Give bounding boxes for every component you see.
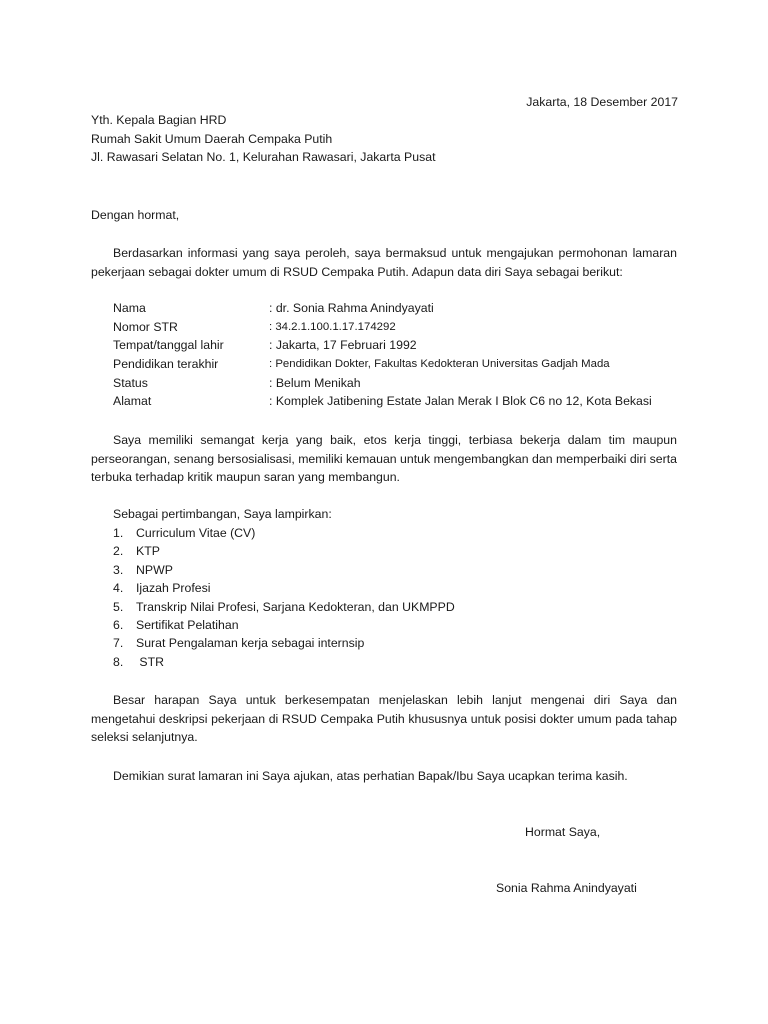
- list-item: [113, 653, 455, 671]
- list-text: Transkrip Nilai Profesi, Sarjana Kedokteran, dan UKMPPD: [136, 599, 455, 614]
- recipient-line: Rumah Sakit Umum Daerah Cempaka Putih: [91, 131, 333, 146]
- data-label: Pendidikan terakhir: [113, 357, 219, 372]
- data-label: Tempat/tanggal lahir: [113, 338, 224, 353]
- list-number: 7.: [113, 636, 124, 651]
- data-label: Nama: [113, 301, 146, 315]
- recipient-address: [91, 111, 435, 167]
- list-text: Sertifikat Pelatihan: [136, 617, 239, 632]
- list-text: NPWP: [136, 562, 173, 577]
- list-number: 6.: [113, 617, 124, 632]
- list-number: 8.: [113, 654, 124, 669]
- list-item: [113, 634, 455, 652]
- data-row: [113, 318, 652, 337]
- recipient-line: Jl. Rawasari Selatan No. 1, Kelurahan Rawasari, Jakarta Pusat: [91, 150, 436, 165]
- data-value: : dr. Sonia Rahma Anindyayati: [269, 301, 434, 315]
- personal-data-table: [113, 299, 652, 411]
- list-number: 5.: [113, 599, 124, 614]
- data-label: Status: [113, 375, 148, 390]
- data-row: [113, 336, 652, 355]
- closing-salutation: Hormat Saya,: [525, 825, 601, 839]
- list-number: 1.: [113, 526, 124, 540]
- data-row: [113, 299, 652, 318]
- list-item: [113, 616, 455, 634]
- list-text: Surat Pengalaman kerja sebagai internsip: [136, 636, 365, 651]
- data-value: : Belum Menikah: [269, 375, 361, 390]
- qualities-paragraph: Saya memiliki semangat kerja yang baik, etos kerja tinggi, terbiasa bekerja dalam tim maupun perseorangan, senang bersosialisasi, memiliki kemauan untuk mengembangkan dan memperbaiki diri serta terbuka terhadap kritik maupun saran yang membangun.: [91, 433, 677, 485]
- list-number: 4.: [113, 581, 124, 596]
- data-row: [113, 355, 652, 374]
- recipient-line: Yth. Kepala Bagian HRD: [91, 113, 227, 127]
- data-row: [113, 374, 652, 393]
- list-text: Curriculum Vitae (CV): [136, 526, 256, 540]
- list-text: KTP: [136, 544, 160, 559]
- list-item: [113, 579, 455, 597]
- salutation: Dengan hormat,: [91, 208, 180, 222]
- list-item: [113, 524, 455, 542]
- list-item: [113, 542, 455, 560]
- data-value: : Komplek Jatibening Estate Jalan Merak I Blok C6 no 12, Kota Bekasi: [269, 394, 652, 409]
- attachments-title: Sebagai pertimbangan, Saya lampirkan:: [113, 507, 332, 521]
- data-value: : Jakarta, 17 Februari 1992: [269, 338, 417, 353]
- data-label: Nomor STR: [113, 319, 178, 334]
- signer-name: Sonia Rahma Anindyayati: [496, 881, 637, 895]
- list-item: [113, 561, 455, 579]
- list-text: Ijazah Profesi: [136, 581, 211, 596]
- list-number: 3.: [113, 562, 124, 577]
- list-item: [113, 598, 455, 616]
- data-label: Alamat: [113, 394, 152, 409]
- attachments-list: [113, 524, 455, 671]
- data-value: : 34.2.1.100.1.17.174292: [269, 320, 396, 333]
- intro-paragraph: Berdasarkan informasi yang saya peroleh, saya bermaksud untuk mengajukan permohonan lamaran pekerjaan sebagai dokter umum di RSUD Cempaka Putih. Adapun data diri Saya sebagai berikut:: [91, 246, 677, 279]
- list-text: STR: [136, 654, 165, 669]
- data-value: : Pendidikan Dokter, Fakultas Kedokteran Universitas Gadjah Mada: [269, 358, 610, 371]
- data-row: [113, 392, 652, 411]
- hope-paragraph: Besar harapan Saya untuk berkesempatan menjelaskan lebih lanjut mengenai diri Saya dan mengetahui deskripsi pekerjaan di RSUD Cempaka Putih khususnya untuk posisi dokter umum pada tahap seleksi selanjutnya.: [91, 693, 677, 745]
- list-number: 2.: [113, 544, 124, 559]
- letter-date: Jakarta, 18 Desember 2017: [526, 95, 678, 109]
- closing-paragraph: Demikian surat lamaran ini Saya ajukan, atas perhatian Bapak/Ibu Saya ucapkan terima kasih.: [113, 769, 628, 783]
